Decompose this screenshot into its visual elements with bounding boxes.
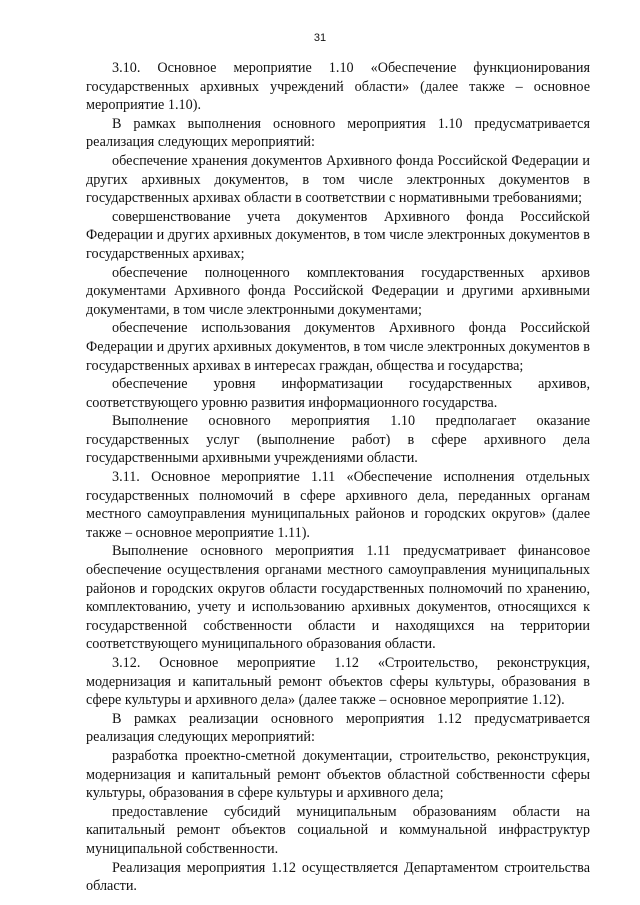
section-3-12-heading: 3.12. Основное мероприятие 1.12 «Строительство, реконструкция, модернизация и капитальный ремонт объектов сферы культуры, образования в сфере культуры и архивного дела» (далее также – основное мероприятие 1.12).	[86, 655, 590, 709]
list-item-construction: разработка проектно-сметной документации, строительство, реконструкция, модернизация и капитальный ремонт объектов областной собственности сферы культуры, образования в сфере культуры и архивного дела;	[86, 747, 590, 802]
list-item-storage: обеспечение хранения документов Архивного фонда Российской Федерации и других архивных документов, в том числе электронных документов в государственных архивах области в соответствии с нормативными требованиями;	[86, 152, 590, 207]
section-3-10-heading: 3.10. Основное мероприятие 1.10 «Обеспечение функционирования государственных архивных учреждений области» (далее также – основное мероприятие 1.10).	[86, 60, 590, 114]
paragraph-3-12-intro: В рамках реализации основного мероприятия 1.12 предусматривается реализация следующих мероприятий:	[86, 710, 590, 746]
page-number: 31	[313, 32, 327, 44]
paragraph-3-10-intro: В рамках выполнения основного мероприятия 1.10 предусматривается реализация следующих мероприятий:	[86, 115, 590, 151]
list-item-accounting: совершенствование учета документов Архивного фонда Российской Федерации и других архивных документов, в том числе электронных документов в государственных архивах;	[86, 208, 590, 262]
list-item-subsidies: предоставление субсидий муниципальным образованиям области на капитальный ремонт объектов социальной и коммунальной инфраструктур муниципальной собственности.	[86, 803, 590, 857]
paragraph-3-10-services: Выполнение основного мероприятия 1.10 предполагает оказание государственных услуг (выполнение работ) в сфере архивного дела государственными архивными учреждениями области.	[86, 413, 590, 467]
list-item-usage: обеспечение использования документов Архивного фонда Российской Федерации и других архивных документов, в том числе электронных документов в государственных архивах в интересах граждан, общества и государства;	[86, 320, 590, 374]
list-item-acquisition: обеспечение полноценного комплектования государственных архивов документами Архивного фонда Российской Федерации и другими архивными документами, в том числе электронными документами;	[86, 264, 590, 318]
paragraph-3-12-implementation: Реализация мероприятия 1.12 осуществляется Департаментом строительства области.	[86, 859, 590, 895]
paragraph-3-11-financing: Выполнение основного мероприятия 1.11 предусматривает финансовое обеспечение осуществления органами местного самоуправления муниципальных районов и городских округов области государственных полномочий по хранению, комплектованию, учету и использованию архивных документов, относящихся к государственной собственности области и находящихся на территории соответствующего муниципального образования области.	[86, 543, 590, 653]
list-item-informatization: обеспечение уровня информатизации государственных архивов, соответствующего уровню развития информационного государства.	[86, 376, 590, 411]
document-body	[86, 59, 590, 896]
section-3-11-heading: 3.11. Основное мероприятие 1.11 «Обеспечение исполнения отдельных государственных полномочий в сфере архивного дела, переданных органам местного самоуправления муниципальных районов и городских округов» (далее также – основное мероприятие 1.11).	[86, 469, 590, 541]
